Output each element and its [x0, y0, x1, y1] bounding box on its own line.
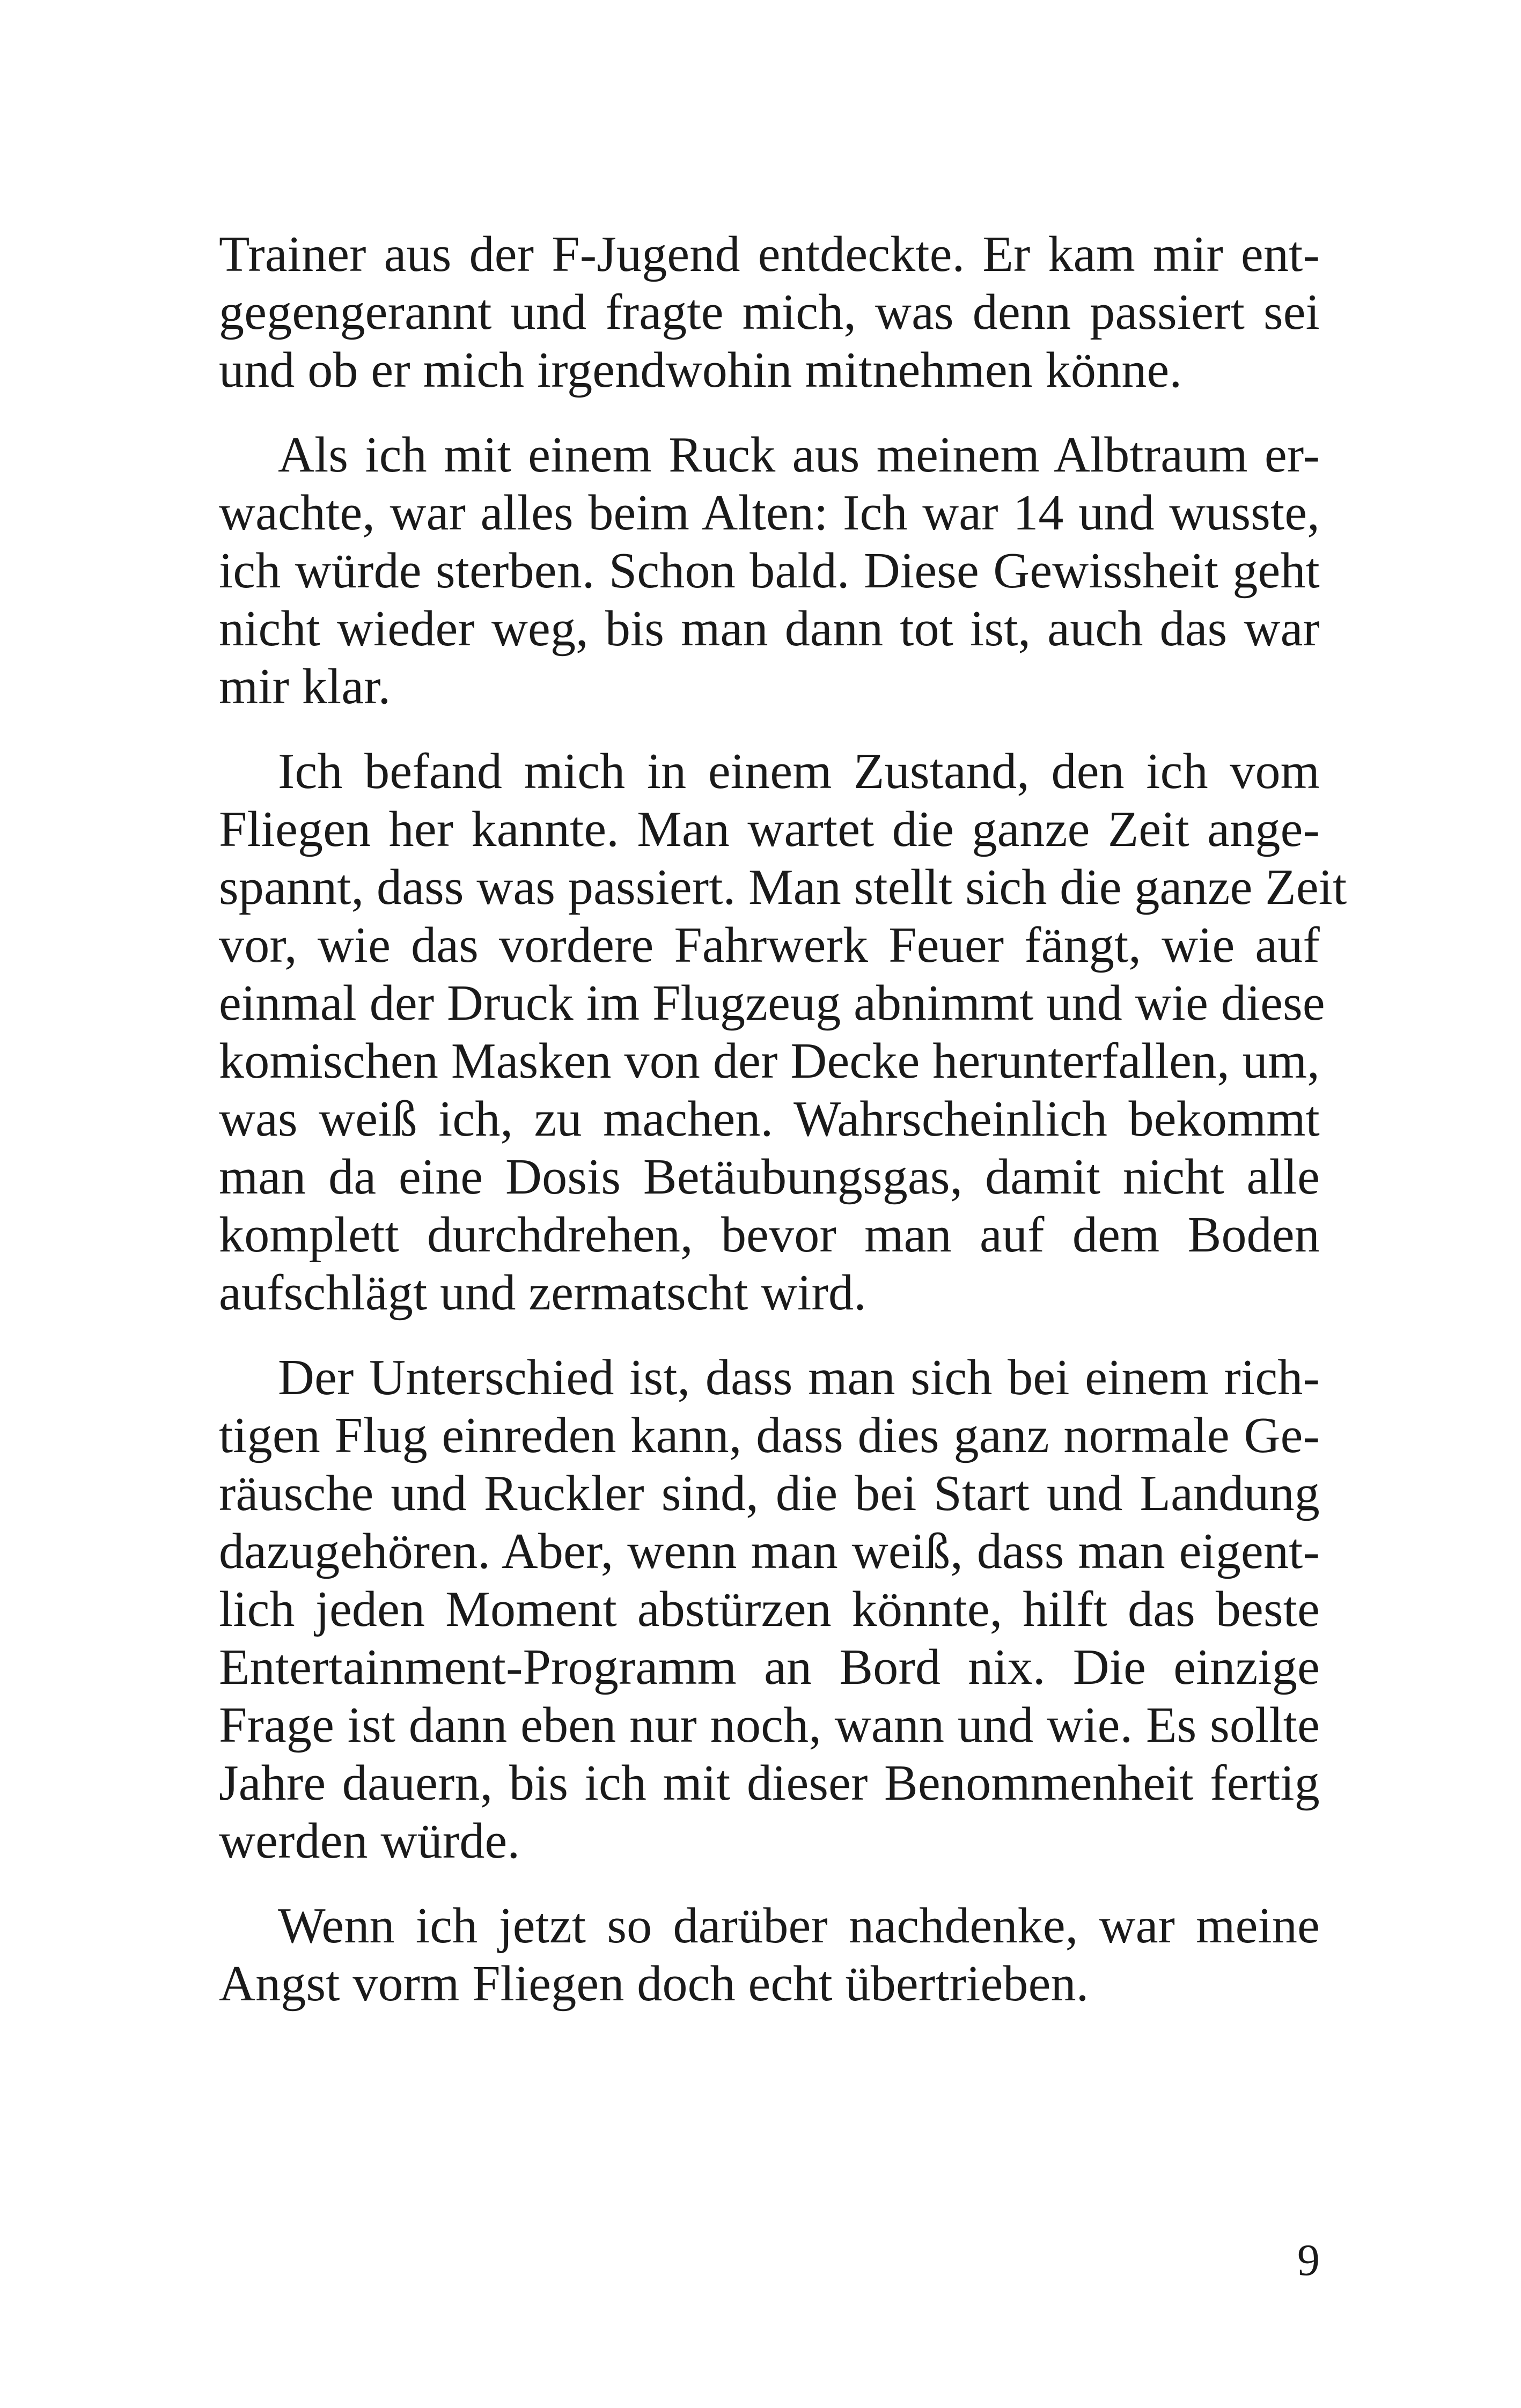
body-text — [219, 225, 1347, 2013]
text-line: Der Unterschied ist, dass man sich bei einem rich- — [278, 1350, 1320, 1405]
text-line: komplett durchdrehen, bevor man auf dem Boden — [219, 1207, 1320, 1263]
text-line: Jahre dauern, bis ich mit dieser Benommenheit fertig — [219, 1755, 1320, 1811]
text-line: ich würde sterben. Schon bald. Diese Gewissheit geht — [219, 543, 1320, 599]
text-line: Angst vorm Fliegen doch echt übertrieben. — [219, 1956, 1089, 2012]
text-line: was weiß ich, zu machen. Wahrscheinlich bekommt — [219, 1091, 1320, 1147]
paragraph-gap — [219, 399, 1320, 426]
text-line: nicht wieder weg, bis man dann tot ist, auch das war — [219, 601, 1320, 657]
text-line: wachte, war alles beim Alten: Ich war 14 und wusste, — [219, 485, 1320, 541]
text-line: Fliegen her kannte. Man wartet die ganze Zeit ange- — [219, 801, 1320, 857]
text-line: aufschlägt und zermatscht wird. — [219, 1265, 866, 1321]
text-line: mir klar. — [219, 659, 391, 715]
text-line: dazugehören. Aber, wenn man weiß, dass man eigent- — [219, 1523, 1320, 1579]
text-line: Trainer aus der F-Jugend entdeckte. Er kam mir ent- — [219, 226, 1320, 282]
text-line: Entertainment-Programm an Bord nix. Die einzige — [219, 1639, 1320, 1695]
text-line: lich jeden Moment abstürzen könnte, hilft das beste — [219, 1581, 1320, 1637]
text-line: Wenn ich jetzt so darüber nachdenke, war meine — [278, 1898, 1320, 1954]
text-line: einmal der Druck im Flugzeug abnimmt und wie diese — [219, 975, 1325, 1031]
text-line: und ob er mich irgendwohin mitnehmen könne. — [219, 342, 1182, 398]
page-number: 9 — [1297, 2235, 1320, 2285]
paragraph-gap — [219, 1322, 1320, 1349]
text-line: gegengerannt und fragte mich, was denn passiert sei — [219, 284, 1320, 340]
paragraph-gap — [219, 716, 1320, 742]
text-line: spannt, dass was passiert. Man stellt sich die ganze Zeit — [219, 859, 1347, 915]
text-line: Frage ist dann eben nur noch, wann und wie. Es sollte — [219, 1697, 1320, 1753]
text-line: Ich befand mich in einem Zustand, den ich vom — [278, 743, 1320, 799]
text-line: Als ich mit einem Ruck aus meinem Albtraum er- — [278, 427, 1320, 483]
text-line: komischen Masken von der Decke herunterfallen, um, — [219, 1033, 1320, 1089]
paragraph-gap — [219, 1870, 1320, 1897]
text-line: werden würde. — [219, 1813, 520, 1869]
text-line: räusche und Ruckler sind, die bei Start und Landung — [219, 1466, 1320, 1521]
text-line: tigen Flug einreden kann, dass dies ganz normale Ge- — [219, 1408, 1320, 1463]
text-line: vor, wie das vordere Fahrwerk Feuer fängt, wie auf — [219, 917, 1320, 973]
text-line: man da eine Dosis Betäubungsgas, damit nicht alle — [219, 1149, 1320, 1205]
